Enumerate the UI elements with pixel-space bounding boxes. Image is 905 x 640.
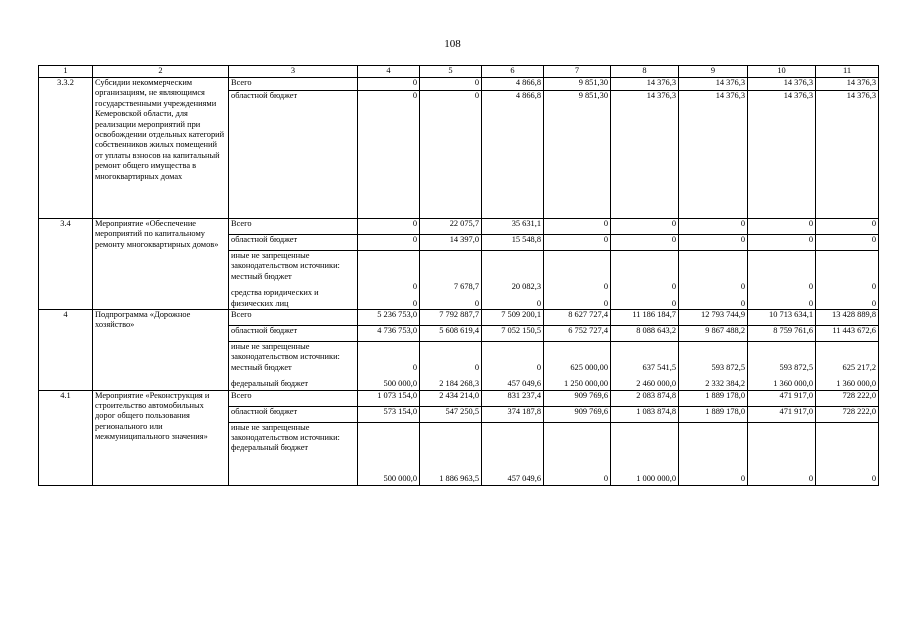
amount-cell: 1 889 178,0 xyxy=(679,390,748,406)
page-number: 108 xyxy=(444,38,461,50)
amount-stack xyxy=(679,342,748,391)
funding-source-group xyxy=(229,342,358,391)
amount-cell: 4 736 753,0 xyxy=(358,326,420,342)
amount-cell: 13 428 889,8 xyxy=(816,310,879,326)
amount-cell: 0 xyxy=(544,235,611,251)
column-number: 4 xyxy=(358,66,420,78)
table-row xyxy=(39,310,879,326)
amount-cell: 0 xyxy=(740,474,745,484)
funding-source-group xyxy=(229,251,358,310)
amount-cell: 0 xyxy=(611,219,679,235)
funding-source: Всего xyxy=(229,310,358,326)
amount-cell: 637 541,5 xyxy=(642,362,676,372)
amount-cell: 14 376,3 xyxy=(748,91,816,219)
amount-stack xyxy=(679,422,748,485)
amount-cell: 1 083 874,8 xyxy=(611,406,679,422)
funding-source: Всего xyxy=(229,390,358,406)
amount-stack xyxy=(816,251,879,310)
amount-stack xyxy=(679,251,748,310)
amount-cell: 0 xyxy=(412,362,417,372)
amount-cell: 0 xyxy=(536,298,541,308)
amount-cell: 7 792 887,7 xyxy=(420,310,482,326)
amount-cell: 0 xyxy=(671,282,676,292)
column-number: 8 xyxy=(611,66,679,78)
amount-cell: 0 xyxy=(748,235,816,251)
funding-source: средства юридических и физических лиц xyxy=(231,288,319,308)
amount-cell: 7 052 150,5 xyxy=(482,326,544,342)
amount-cell: 500 000,0 xyxy=(383,379,417,389)
amount-cell: 374 187,8 xyxy=(482,406,544,422)
column-number-row xyxy=(39,66,879,78)
funding-source: федеральный бюджет xyxy=(231,379,309,389)
item-code: 3.4 xyxy=(39,219,93,310)
amount-cell: 0 xyxy=(679,235,748,251)
amount-cell: 2 083 874,8 xyxy=(611,390,679,406)
amount-cell: 2 460 000,0 xyxy=(636,379,676,389)
funding-source-group xyxy=(229,422,358,485)
amount-cell: 0 xyxy=(808,474,813,484)
column-number: 6 xyxy=(482,66,544,78)
amount-cell: 471 917,0 xyxy=(748,406,816,422)
amount-stack xyxy=(816,342,879,391)
amount-cell: 9 851,30 xyxy=(544,91,611,219)
amount-cell: 14 376,3 xyxy=(816,78,879,91)
item-code: 4 xyxy=(39,310,93,391)
amount-cell: 15 548,8 xyxy=(482,235,544,251)
amount-cell: 909 769,6 xyxy=(544,390,611,406)
amount-cell: 0 xyxy=(871,282,876,292)
amount-stack xyxy=(748,251,816,310)
funding-source: областной бюджет xyxy=(229,235,358,251)
amount-cell: 14 376,3 xyxy=(679,91,748,219)
amount-cell: 22 075,7 xyxy=(420,219,482,235)
funding-source: местный бюджет xyxy=(231,362,292,372)
amount-cell: 728 222,0 xyxy=(816,390,879,406)
amount-cell: 500 000,0 xyxy=(383,474,417,484)
amount-cell: 14 376,3 xyxy=(611,91,679,219)
funding-source-heading: иные не запрещенные законодательством источники: xyxy=(231,251,340,271)
amount-stack xyxy=(420,422,482,485)
amount-cell: 14 376,3 xyxy=(816,91,879,219)
amount-stack xyxy=(544,422,611,485)
amount-cell: 831 237,4 xyxy=(482,390,544,406)
amount-cell: 909 769,6 xyxy=(544,406,611,422)
amount-cell: 0 xyxy=(420,91,482,219)
amount-cell: 0 xyxy=(871,298,876,308)
funding-source: Всего xyxy=(229,219,358,235)
amount-cell: 11 443 672,6 xyxy=(816,326,879,342)
item-name: Мероприятие «Обеспечение мероприятий по капитальному ремонту многоквартирных домов» xyxy=(93,219,229,310)
amount-stack xyxy=(748,422,816,485)
amount-cell: 2 184 268,3 xyxy=(439,379,479,389)
funding-source: областной бюджет xyxy=(229,91,358,219)
amount-cell: 0 xyxy=(358,235,420,251)
amount-cell: 8 627 727,4 xyxy=(544,310,611,326)
amount-cell: 0 xyxy=(358,91,420,219)
column-number: 1 xyxy=(39,66,93,78)
amount-cell: 4 866,8 xyxy=(482,78,544,91)
amount-cell: 0 xyxy=(808,282,813,292)
amount-cell: 0 xyxy=(358,78,420,91)
item-name: Подпрограмма «Дорожное хозяйство» xyxy=(93,310,229,391)
table-row xyxy=(39,219,879,235)
amount-cell: 625 000,00 xyxy=(570,362,608,372)
budget-table xyxy=(38,65,879,486)
funding-source: федеральный бюджет xyxy=(231,443,309,453)
amount-cell: 11 186 184,7 xyxy=(611,310,679,326)
column-number: 9 xyxy=(679,66,748,78)
amount-cell: 0 xyxy=(671,298,676,308)
column-number: 5 xyxy=(420,66,482,78)
amount-cell: 1 360 000,0 xyxy=(773,379,813,389)
amount-cell: 0 xyxy=(420,78,482,91)
amount-cell: 14 376,3 xyxy=(748,78,816,91)
amount-cell: 0 xyxy=(740,298,745,308)
amount-cell: 1 889 178,0 xyxy=(679,406,748,422)
item-name: Мероприятие «Реконструкция и строительство автомобильных дорог общего пользования регионального или межмуниципального значения» xyxy=(93,390,229,485)
amount-cell: 2 332 384,2 xyxy=(705,379,745,389)
amount-cell: 0 xyxy=(679,219,748,235)
amount-cell: 0 xyxy=(871,474,876,484)
amount-cell: 9 867 488,2 xyxy=(679,326,748,342)
column-number: 10 xyxy=(748,66,816,78)
amount-cell: 8 759 761,6 xyxy=(748,326,816,342)
funding-source: местный бюджет xyxy=(231,271,292,281)
column-number: 11 xyxy=(816,66,879,78)
amount-cell: 6 752 727,4 xyxy=(544,326,611,342)
amount-cell: 1 000 000,0 xyxy=(636,474,676,484)
amount-cell: 0 xyxy=(536,362,541,372)
amount-cell: 14 376,3 xyxy=(611,78,679,91)
amount-cell: 5 608 619,4 xyxy=(420,326,482,342)
amount-stack xyxy=(611,342,679,391)
amount-stack xyxy=(358,342,420,391)
table-row xyxy=(39,78,879,91)
funding-source-heading: иные не запрещенные законодательством источники: xyxy=(231,422,340,443)
amount-cell: 625 217,2 xyxy=(842,362,876,372)
amount-cell: 0 xyxy=(808,298,813,308)
amount-cell: 471 917,0 xyxy=(748,390,816,406)
funding-source-heading: иные не запрещенные законодательством источники: xyxy=(231,342,340,362)
column-number: 3 xyxy=(229,66,358,78)
amount-cell: 0 xyxy=(474,298,479,308)
amount-stack xyxy=(611,251,679,310)
amount-cell: 0 xyxy=(748,219,816,235)
amount-stack xyxy=(482,251,544,310)
amount-cell: 0 xyxy=(816,235,879,251)
amount-cell: 12 793 744,9 xyxy=(679,310,748,326)
amount-stack xyxy=(358,251,420,310)
amount-stack xyxy=(482,422,544,485)
amount-cell: 1 073 154,0 xyxy=(358,390,420,406)
amount-cell: 0 xyxy=(412,298,417,308)
amount-cell: 0 xyxy=(740,282,745,292)
amount-stack xyxy=(358,422,420,485)
amount-cell: 593 872,5 xyxy=(711,362,745,372)
amount-cell: 8 088 643,2 xyxy=(611,326,679,342)
amount-cell: 1 250 000,00 xyxy=(564,379,608,389)
amount-cell: 1 360 000,0 xyxy=(836,379,876,389)
amount-cell: 5 236 753,0 xyxy=(358,310,420,326)
table-row xyxy=(39,390,879,406)
amount-cell: 0 xyxy=(544,219,611,235)
amount-cell: 4 866,8 xyxy=(482,91,544,219)
amount-cell: 547 250,5 xyxy=(420,406,482,422)
amount-cell: 0 xyxy=(412,282,417,292)
amount-cell: 593 872,5 xyxy=(779,362,813,372)
amount-cell: 14 376,3 xyxy=(679,78,748,91)
amount-stack xyxy=(420,251,482,310)
item-code: 3.3.2 xyxy=(39,78,93,219)
amount-cell: 728 222,0 xyxy=(816,406,879,422)
amount-cell: 573 154,0 xyxy=(358,406,420,422)
amount-cell: 0 xyxy=(611,235,679,251)
amount-cell: 7 678,7 xyxy=(453,282,479,292)
amount-stack xyxy=(544,342,611,391)
amount-cell: 14 397,0 xyxy=(420,235,482,251)
item-name: Субсидии некоммерческим организациям, не являющимся государственными учреждениями Кемеровской области, для реализации мероприятий при освобождении отдельных категорий собственников жилых помещений от уплаты взносов на капитальный ремонт общего имущества в многоквартирных домах xyxy=(93,78,229,219)
amount-cell: 457 049,6 xyxy=(507,474,541,484)
amount-cell: 20 082,3 xyxy=(511,282,541,292)
column-number: 7 xyxy=(544,66,611,78)
amount-cell: 0 xyxy=(603,282,608,292)
amount-cell: 2 434 214,0 xyxy=(420,390,482,406)
amount-cell: 0 xyxy=(816,219,879,235)
amount-cell: 0 xyxy=(358,219,420,235)
amount-cell: 0 xyxy=(603,474,608,484)
amount-cell: 9 851,30 xyxy=(544,78,611,91)
amount-stack xyxy=(420,342,482,391)
amount-cell: 10 713 634,1 xyxy=(748,310,816,326)
amount-cell: 1 886 963,5 xyxy=(439,474,479,484)
item-code: 4.1 xyxy=(39,390,93,485)
funding-source: областной бюджет xyxy=(229,406,358,422)
amount-stack xyxy=(544,251,611,310)
amount-stack xyxy=(816,422,879,485)
amount-stack xyxy=(748,342,816,391)
amount-cell: 0 xyxy=(603,298,608,308)
amount-cell: 7 509 200,1 xyxy=(482,310,544,326)
amount-stack xyxy=(611,422,679,485)
funding-source: Всего xyxy=(229,78,358,91)
amount-cell: 457 049,6 xyxy=(507,379,541,389)
column-number: 2 xyxy=(93,66,229,78)
amount-cell: 0 xyxy=(474,362,479,372)
amount-cell: 35 631,1 xyxy=(482,219,544,235)
amount-stack xyxy=(482,342,544,391)
funding-source: областной бюджет xyxy=(229,326,358,342)
